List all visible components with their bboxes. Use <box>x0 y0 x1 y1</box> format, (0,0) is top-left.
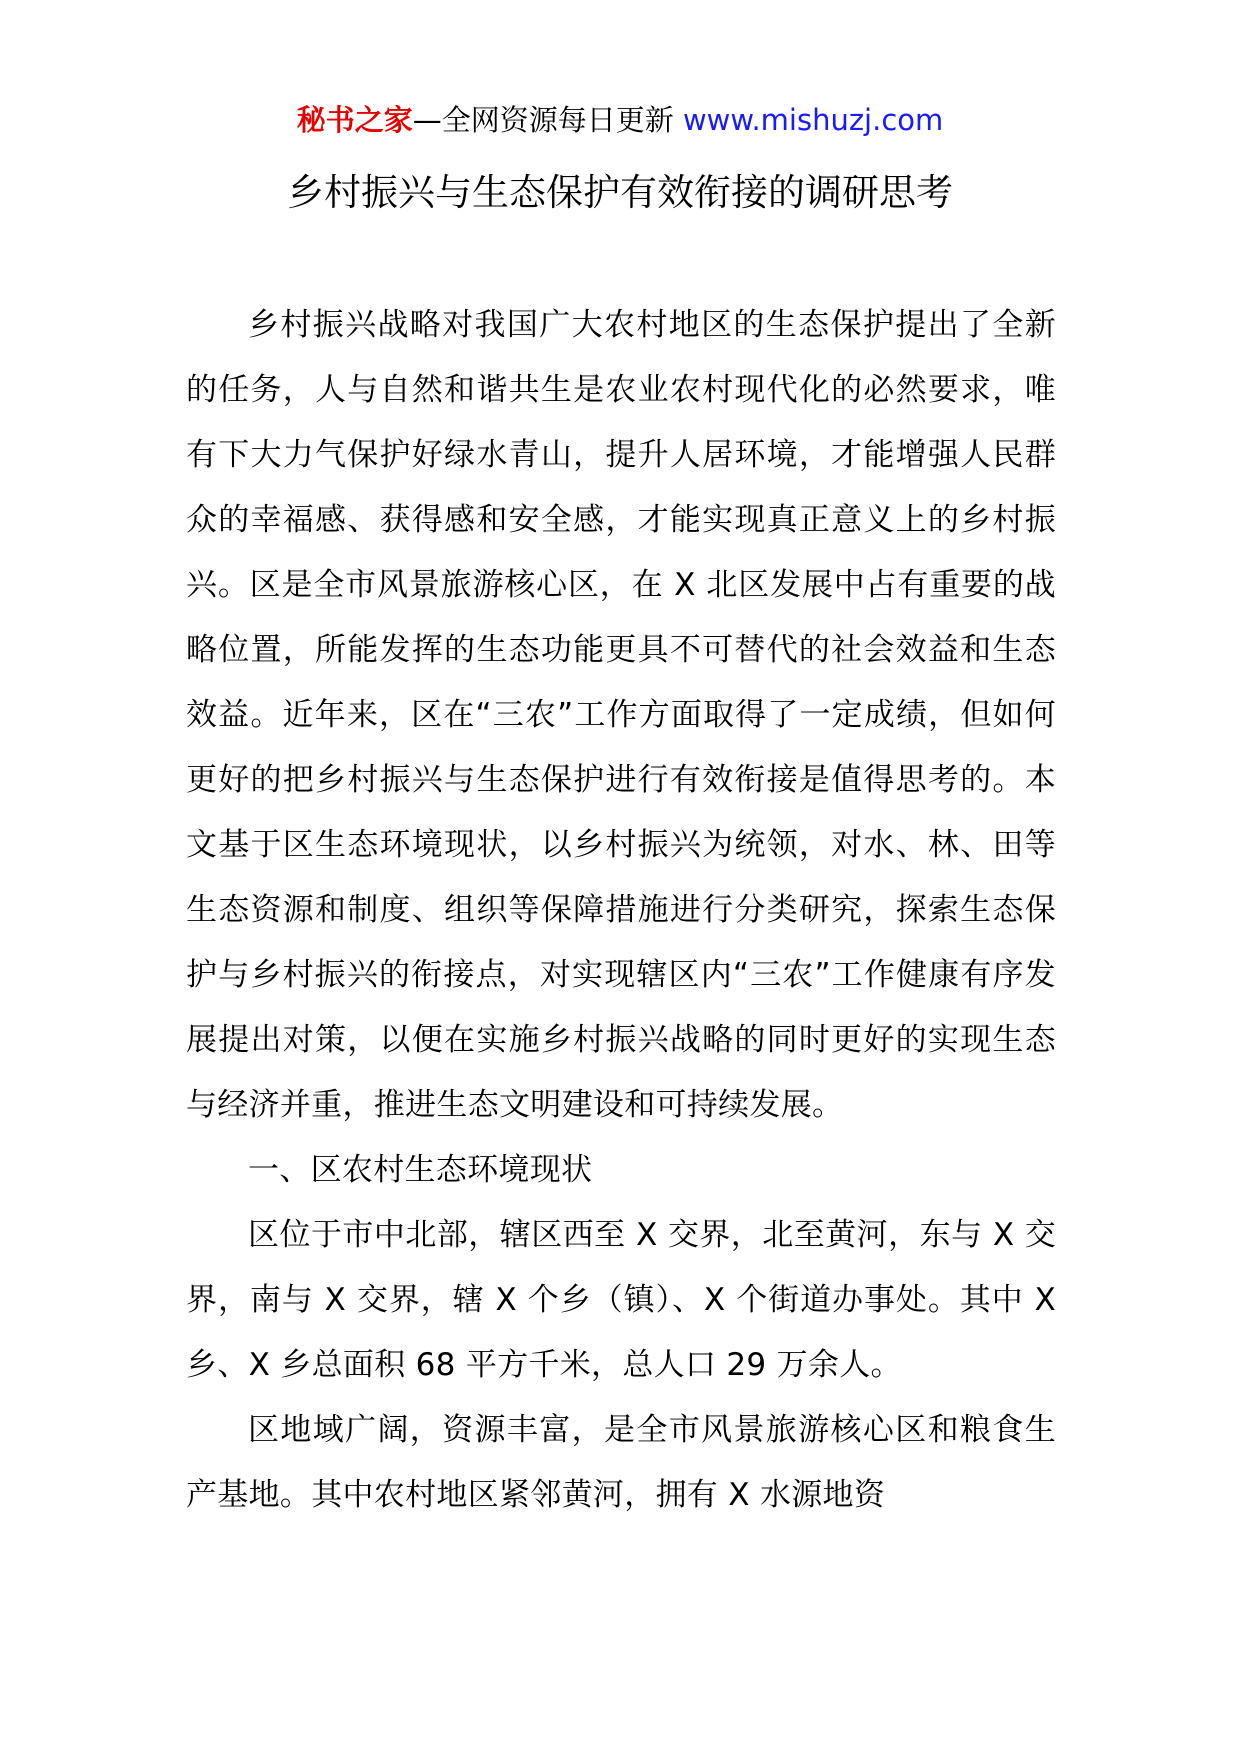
site-url-link[interactable]: www.mishuzj.com <box>682 103 944 137</box>
site-banner <box>0 100 1240 140</box>
site-brand: 秘书之家 <box>296 103 413 137</box>
section-heading: 一、区农村生态环境现状 <box>248 1152 593 1188</box>
site-slogan: —全网资源每日更新 <box>412 103 674 137</box>
intro-paragraph: 乡村振兴战略对我国广大农村地区的生态保护提出了全新的任务，人与自然和谐共生是农业农村现代化的必然要求，唯有下大力气保护好绿水青山，提升人居环境，才能增强人民群众的幸福感、获得感和安全感，才能实现真正意义上的乡村振兴。区是全市风景旅游核心区，在 X 北区发展中占有重要的战略位置，所能发挥的生态功能更具不可替代的社会效益和生态效益。近年来，区在“三农”工作方面取得了一定成绩，但如何更好的把乡村振兴与生态保护进行有效衔接是值得思考的。本文基于区生态环境现状，以乡村振兴为统领，对水、林、田等生态资源和制度、组织等保障措施进行分类研究，探索生态保护与乡村振兴的衔接点，对实现辖区内“三农”工作健康有序发展提出对策，以便在实施乡村振兴战略的同时更好的实现生态与经济并重，推进生态文明建设和可持续发展。 <box>186 307 1056 1123</box>
location-paragraph: 区位于市中北部，辖区西至 X 交界，北至黄河，东与 X 交界，南与 X 交界，辖 X 个乡（镇）、X 个街道办事处。其中 X 乡、X 乡总面积 68 平方千米，总人口 29 万余人。 <box>186 1217 1056 1383</box>
resources-paragraph: 区地域广阔，资源丰富，是全市风景旅游核心区和粮食生产基地。其中农村地区紧邻黄河，拥有 X 水源地资 <box>186 1412 1056 1513</box>
document-title: 乡村振兴与生态保护有效衔接的调研思考 <box>287 171 953 214</box>
document-body <box>186 293 1056 1528</box>
